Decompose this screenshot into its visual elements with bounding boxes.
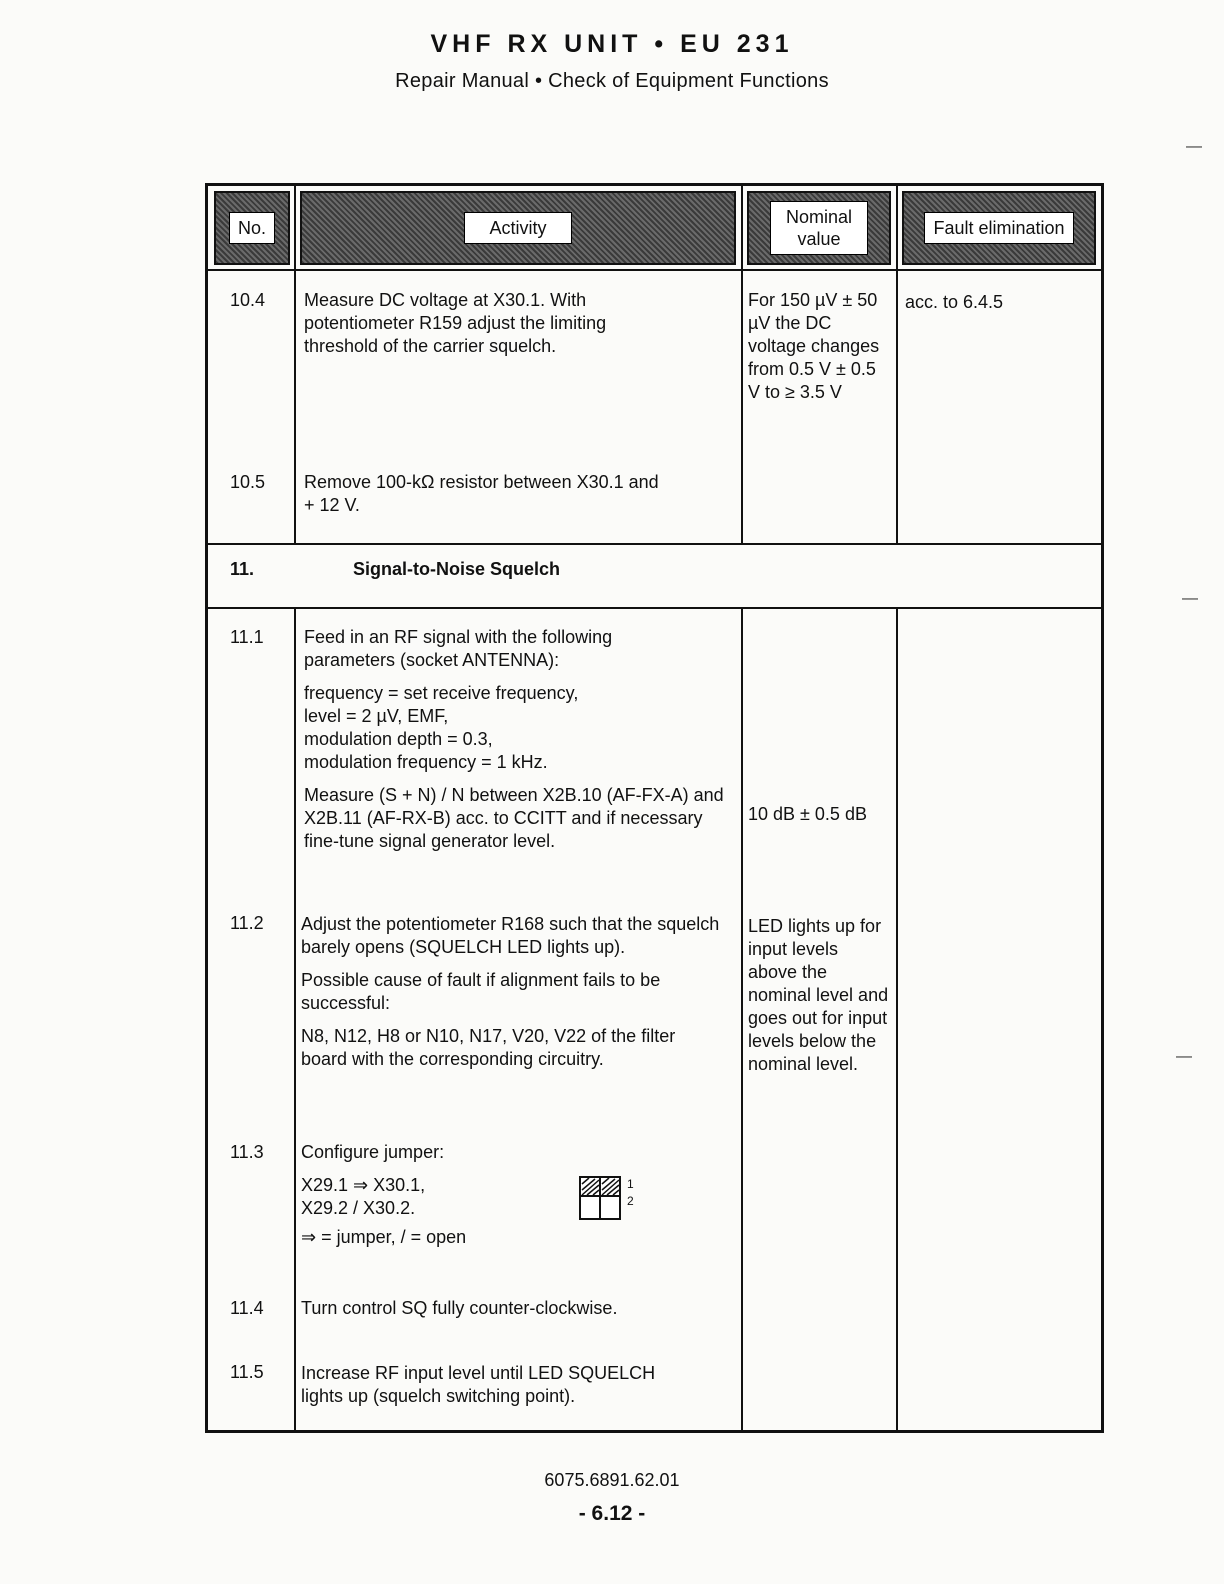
nominal-value: LED lights up for input levels above the nominal level and goes out for input levels below the nominal level. (748, 916, 889, 1074)
nominal-value: For 150 µV ± 50 µV the DC voltage changes from 0.5 V ± 0.5 V to ≥ 3.5 V (748, 290, 880, 402)
column-divider (741, 186, 743, 543)
jumper-line: X29.1 ⇒ X30.1, (301, 1175, 426, 1195)
row-number: 11.3 (230, 1142, 264, 1162)
jumper-config (301, 1174, 741, 1220)
scan-mark: — (1182, 590, 1198, 607)
section-header (208, 543, 1101, 609)
header-cell-activity (300, 191, 736, 265)
activity-text: modulation depth = 0.3, (304, 729, 493, 749)
activity-text: Possible cause of fault if alignment fails to be successful: (301, 970, 661, 1013)
scan-mark: — (1186, 138, 1202, 155)
jumper-legend: ⇒ = jumper, / = open (301, 1227, 467, 1247)
page-number: - 6.12 - (578, 1502, 646, 1525)
document-number: 6075.6891.62.01 (544, 1470, 680, 1490)
jumper-line: X29.2 / X30.2. (301, 1198, 416, 1218)
column-divider (294, 186, 296, 1430)
activity-text: frequency = set receive frequency, (304, 683, 579, 703)
jumper-position-labels (627, 1176, 634, 1210)
header-cell-nominal (747, 191, 891, 265)
row-number: 11.5 (230, 1362, 264, 1382)
function-check-table (205, 183, 1104, 1433)
jumper-diagram-graphic (579, 1176, 621, 1220)
column-header-no: No. (229, 212, 275, 244)
header-cell-fault (902, 191, 1096, 265)
activity-text: Increase RF input level until LED SQUELCH lights up (squelch switching point). (301, 1363, 656, 1406)
jumper-diagram (579, 1176, 634, 1220)
activity-text: Remove 100-kΩ resistor between X30.1 and + 12 V. (304, 472, 659, 515)
row-number: 10.4 (230, 290, 266, 310)
row-number: 10.5 (230, 472, 266, 492)
activity-text: Feed in an RF signal with the following parameters (socket ANTENNA): (304, 627, 613, 670)
section-title: Signal-to-Noise Squelch (353, 559, 561, 579)
document-subtitle: Repair Manual • Check of Equipment Functions (395, 70, 829, 92)
fault-elimination: acc. to 6.4.5 (905, 292, 1004, 312)
activity-cell (301, 913, 741, 1071)
activity-text: level = 2 µV, EMF, (304, 706, 449, 726)
column-header-activity: Activity (464, 212, 572, 244)
scan-mark: — (1176, 1048, 1192, 1065)
header-cell-no (214, 191, 290, 265)
activity-text: Adjust the potentiometer R168 such that the squelch barely opens (SQUELCH LED lights up). (301, 914, 720, 957)
activity-cell (301, 1141, 741, 1249)
jumper-position-2: 2 (627, 1194, 634, 1208)
nominal-value: 10 dB ± 0.5 dB (748, 804, 867, 824)
row-number: 11.1 (230, 627, 264, 647)
activity-cell (304, 626, 744, 853)
activity-text: modulation frequency = 1 kHz. (304, 752, 548, 772)
activity-text: Turn control SQ fully counter-clockwise. (301, 1298, 618, 1318)
column-header-nominal: Nominal value (770, 201, 868, 255)
jumper-position-1: 1 (627, 1177, 634, 1191)
column-divider (896, 605, 898, 1430)
section-number: 11. (230, 559, 255, 579)
activity-text: Configure jumper: (301, 1142, 445, 1162)
row-number: 11.2 (230, 913, 264, 933)
activity-text: Measure (S + N) / N between X2B.10 (AF-FX-A) and X2B.11 (AF-RX-B) acc. to CCITT and if necessary fine-tune signal generator level. (304, 785, 724, 851)
header-divider (208, 269, 1101, 271)
column-header-fault: Fault elimination (924, 212, 1073, 244)
document-title: VHF RX UNIT • EU 231 (430, 30, 794, 58)
column-divider (896, 186, 898, 543)
activity-text: N8, N12, H8 or N10, N17, V20, V22 of the filter board with the corresponding circuitry. (301, 1026, 676, 1069)
jumper-lines (301, 1174, 571, 1220)
activity-text: Measure DC voltage at X30.1. With potentiometer R159 adjust the limiting threshold of the carrier squelch. (304, 290, 607, 356)
row-number: 11.4 (230, 1298, 264, 1318)
